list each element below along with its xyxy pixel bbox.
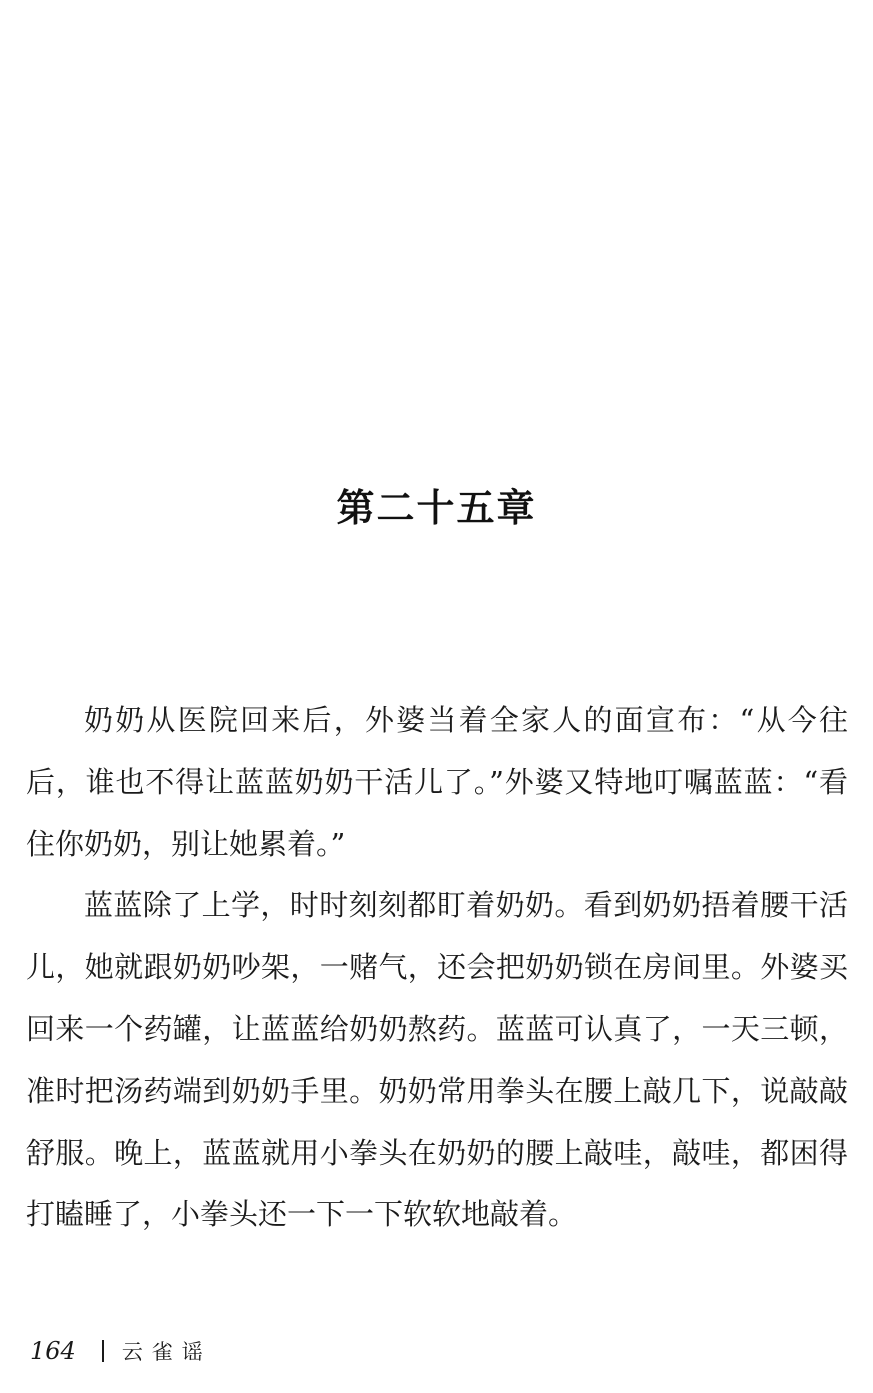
paragraph-1: 奶奶从医院回来后，外婆当着全家人的面宣布：“从今往后，谁也不得让蓝蓝奶奶干活儿了。”外婆又特地叮嘱蓝蓝：“看住你奶奶，别让她累着。”: [26, 703, 848, 861]
chapter-title: 第二十五章: [336, 486, 537, 530]
chapter-body: [26, 690, 848, 1246]
paragraph-2: 蓝蓝除了上学，时时刻刻都盯着奶奶。看到奶奶捂着腰干活儿，她就跟奶奶吵架，一赌气，还会把奶奶锁在房间里。外婆买回来一个药罐，让蓝蓝给奶奶熬药。蓝蓝可认真了，一天三顿，准时把汤药端到奶奶手里。奶奶常用拳头在腰上敲几下，说敲敲舒服。晚上，蓝蓝就用小拳头在奶奶的腰上敲哇，敲哇，都困得打瞌睡了，小拳头还一下一下软软地敲着。: [26, 888, 848, 1232]
book-title: 云雀谣: [121, 1340, 212, 1364]
page-footer: [30, 1333, 212, 1369]
page-number: 164: [30, 1337, 76, 1365]
footer-divider: [102, 1340, 104, 1362]
